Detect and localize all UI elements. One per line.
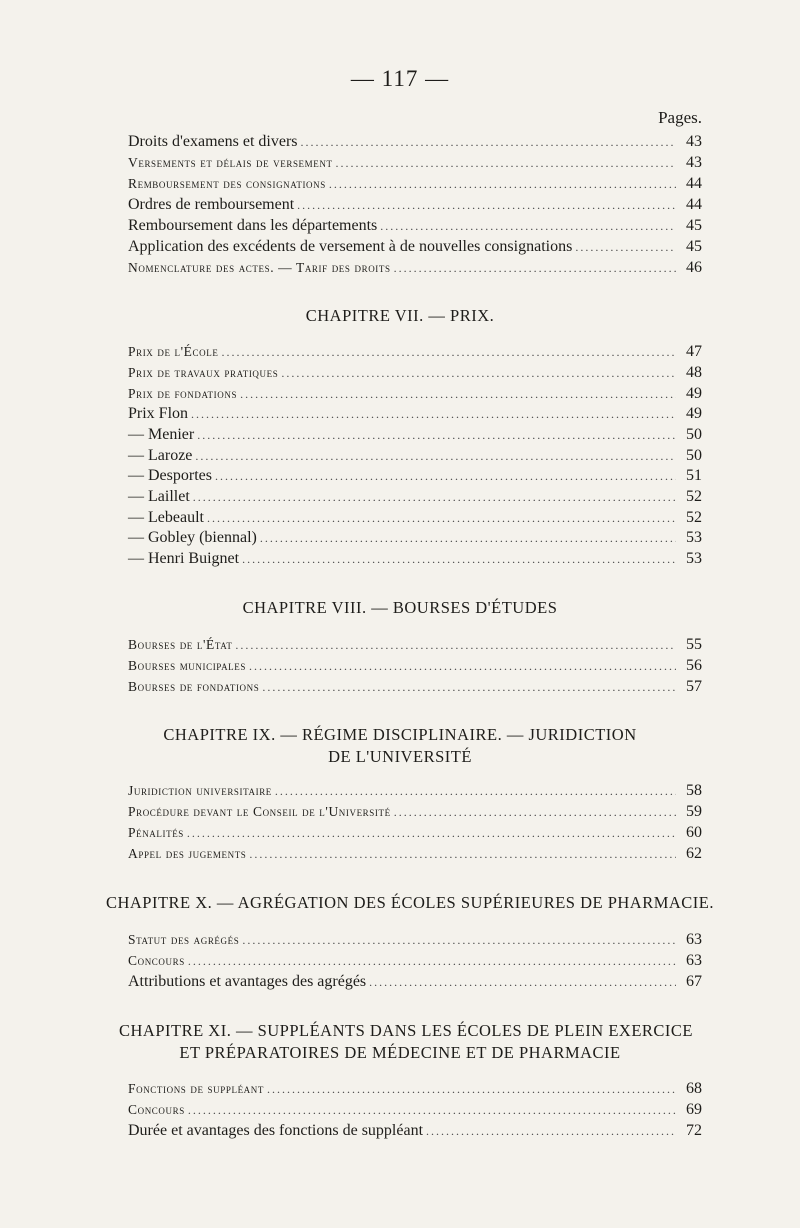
toc-entry (128, 132, 702, 152)
entry-label: Bourses de fondations (128, 679, 260, 694)
entry-label: Statut des agrégés (128, 932, 240, 947)
toc-entry (128, 363, 702, 383)
toc-entry (128, 823, 702, 843)
toc-entry (128, 951, 702, 971)
entry-label: — Laroze (128, 447, 193, 464)
entry-page: 68 (686, 1080, 702, 1097)
toc-entry (128, 153, 702, 173)
entry-label: Prix de fondations (128, 386, 238, 401)
entry-label: — Lebeault (128, 509, 204, 526)
toc-entry (128, 342, 702, 362)
chapter-heading: CHAPITRE XI. — SUPPLÉANTS DANS LES ÉCOLES DE PLEIN EXERCICE (118, 1021, 694, 1040)
toc-entry (128, 258, 702, 278)
entry-label: Versements et délais de versement (128, 155, 333, 170)
toc-entry (128, 635, 702, 655)
toc-entry (128, 466, 702, 486)
entry-page: 55 (686, 636, 702, 653)
toc-entry (128, 844, 702, 864)
toc-entry (128, 781, 702, 801)
entry-label: Prix de l'École (128, 344, 219, 359)
chapter-heading: CHAPITRE IX. — RÉGIME DISCIPLINAIRE. — JURIDICTION (163, 725, 637, 744)
chapter-heading: CHAPITRE X. — AGRÉGATION DES ÉCOLES SUPÉRIEURES DE PHARMACIE. (105, 893, 715, 912)
page-number: — 117 — (350, 66, 450, 91)
entry-page: 46 (686, 259, 702, 276)
entry-page: 49 (686, 405, 702, 422)
entry-page: 63 (686, 952, 702, 969)
entry-label: Durée et avantages des fonctions de suppléant (128, 1122, 424, 1139)
entry-label: Pénalités (128, 825, 184, 840)
entry-page: 45 (686, 238, 702, 255)
entry-page: 48 (686, 364, 702, 381)
entry-label: Attributions et avantages des agrégés (128, 973, 367, 990)
entry-page: 47 (686, 343, 702, 360)
toc-entry (128, 1079, 702, 1099)
entry-label: Appel des jugements (128, 846, 247, 861)
toc-entry (128, 802, 702, 822)
entry-label: Prix Flon (128, 405, 189, 422)
pages-column-label: Pages. (658, 108, 702, 127)
toc-entry (128, 425, 702, 445)
entry-label: Nomenclature des actes. — Tarif des droits (128, 260, 391, 275)
entry-page: 44 (686, 196, 702, 213)
entry-page: 52 (686, 509, 702, 526)
toc-entry (128, 528, 702, 548)
chapter-heading-line2: DE L'UNIVERSITÉ (328, 747, 472, 766)
chapter-heading: CHAPITRE VIII. — BOURSES D'ÉTUDES (242, 598, 558, 617)
entry-page: 57 (686, 678, 702, 695)
entry-page: 62 (686, 845, 702, 862)
toc-entry (128, 384, 702, 404)
entry-page: 50 (686, 426, 702, 443)
entry-page: 45 (686, 217, 702, 234)
toc-entry (128, 404, 702, 424)
entry-label: Concours (128, 1102, 185, 1117)
toc-entry (128, 549, 702, 569)
entry-page: 59 (686, 803, 702, 820)
toc-entry (128, 487, 702, 507)
entry-page: 58 (686, 782, 702, 799)
entry-label: Remboursement dans les départements (128, 217, 378, 234)
entry-page: 60 (686, 824, 702, 841)
entry-page: 52 (686, 488, 702, 505)
entry-page: 63 (686, 931, 702, 948)
entry-page: 53 (686, 550, 702, 567)
entry-label: Procédure devant le Conseil de l'Université (128, 804, 391, 819)
chapter-heading: CHAPITRE VII. — PRIX. (305, 306, 495, 325)
entry-page: 43 (686, 133, 702, 150)
entry-label: Fonctions de suppléant (128, 1081, 264, 1096)
entry-label: Prix de travaux pratiques (128, 365, 279, 380)
toc-entry (128, 1121, 702, 1141)
entry-label: Juridiction universitaire (128, 783, 272, 798)
entry-label: Application des excédents de versement à de nouvelles consignations (128, 238, 573, 255)
entry-page: 44 (686, 175, 702, 192)
entry-label: Bourses municipales (128, 658, 246, 673)
entry-page: 43 (686, 154, 702, 171)
entry-label: Bourses de l'État (128, 637, 233, 652)
toc-entry (128, 656, 702, 676)
entry-label: — Henri Buignet (128, 550, 240, 567)
toc-entry (128, 174, 702, 194)
entry-label: — Menier (128, 426, 195, 443)
toc-entry (128, 508, 702, 528)
entry-page: 69 (686, 1101, 702, 1118)
toc-entry (128, 237, 702, 257)
chapter-heading-line2: ET PRÉPARATOIRES DE MÉDECINE ET DE PHARMACIE (179, 1043, 621, 1062)
entry-label: Concours (128, 953, 185, 968)
entry-page: 72 (686, 1122, 702, 1139)
toc-entry (128, 216, 702, 236)
toc-entry (128, 677, 702, 697)
entry-label: Ordres de remboursement (128, 196, 295, 213)
toc-entry (128, 446, 702, 466)
entry-label: Remboursement des consignations (128, 176, 326, 191)
entry-page: 51 (686, 467, 702, 484)
entry-label: Droits d'examens et divers (128, 133, 298, 150)
toc-entry (128, 930, 702, 950)
entry-page: 49 (686, 385, 702, 402)
entry-page: 67 (686, 973, 702, 990)
entry-page: 50 (686, 447, 702, 464)
toc-entry (128, 972, 702, 992)
entry-page: 56 (686, 657, 702, 674)
entry-label: — Desportes (128, 467, 212, 484)
entry-label: — Gobley (biennal) (128, 529, 257, 546)
entry-page: 53 (686, 529, 702, 546)
toc-entry (128, 1100, 702, 1120)
toc-entry (128, 195, 702, 215)
entry-label: — Laillet (128, 488, 190, 505)
